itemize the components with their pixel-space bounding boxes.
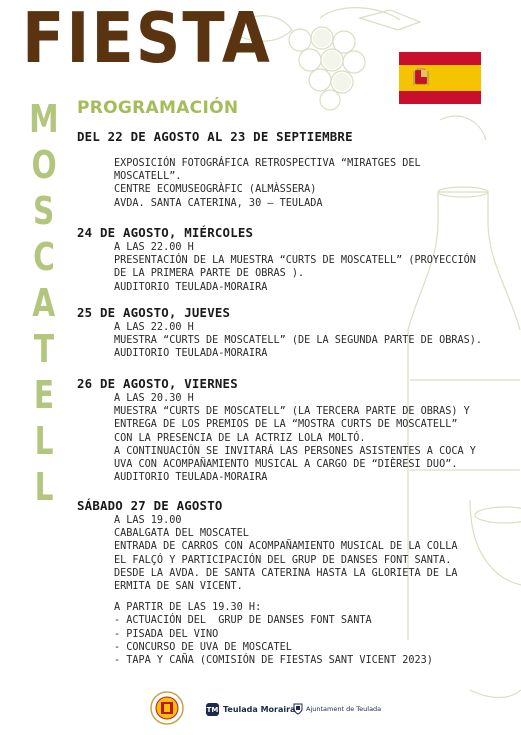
tm-mark-icon: TM: [206, 703, 219, 716]
body-line: - CONCURSO DE UVA DE MOSCATEL: [114, 641, 292, 653]
body-line: AVDA. SANTA CATERINA, 30 – TEULADA: [114, 197, 323, 209]
section-heading: 24 DE AGOSTO, MIÉRCOLES: [77, 225, 254, 240]
ajuntament-shield-icon: [293, 703, 303, 715]
teulada-moraira-logo: [206, 703, 295, 716]
vertical-letter: T: [33, 327, 55, 371]
body-line: DESDE LA AVDA. DE SANTA CATERINA HASTA LA GLORIETA DE LA: [114, 567, 458, 579]
body-line: PRESENTACIÓN DE LA MUESTRA “CURTS DE MOSCATELL” (PROYECCIÓN: [114, 255, 476, 267]
ajuntament-label: Ajuntament de Teulada: [306, 705, 382, 713]
spain-flag-icon: [399, 52, 481, 104]
vertical-title-moscatell: [26, 96, 62, 510]
body-line: ENTRADA DE CARROS CON ACOMPAÑAMIENTO MUSICAL DE LA COLLA: [114, 541, 458, 553]
vertical-letter: C: [33, 235, 55, 279]
body-line: A LAS 22.00 H: [114, 322, 194, 333]
body-line: CON LA PRESENCIA DE LA ACTRIZ LOLA MOLTÓ.: [114, 432, 366, 444]
vertical-letter: E: [33, 373, 55, 417]
section-subtitle: PROGRAMACIÓN: [77, 98, 239, 118]
program-section: [77, 128, 421, 210]
section-body: [77, 241, 476, 294]
poster-title: FIESTA: [22, 0, 272, 80]
body-line: MUESTRA “CURTS DE MOSCATELL” (LA TERCERA PARTE DE OBRAS) Y: [114, 406, 470, 418]
body-line: AUDITORIO TEULADA-MORAIRA: [114, 472, 268, 484]
body-line: AUDITORIO TEULADA-MORAIRA: [114, 348, 268, 360]
body-line: - PISADA DEL VINO: [114, 628, 219, 640]
body-line: A LAS 20.30 H: [114, 393, 194, 404]
body-line: CABALGATA DEL MOSCATEL: [114, 528, 249, 540]
body-line: AUDITORIO TEULADA-MORAIRA: [114, 281, 268, 293]
municipal-crest-logo: [150, 691, 184, 725]
body-line: A CONTINUACIÓN SE INVITARÁ LAS PERSONES ASISTENTES A COCA Y: [114, 445, 476, 457]
body-line: EL FALÇÓ Y PARTICIPACIÓN DEL GRUP DE DANSES FONT SANTA.: [114, 554, 452, 566]
body-line: A LAS 22.00 H: [114, 242, 194, 253]
program-section: [77, 497, 457, 667]
vertical-letter: L: [34, 465, 54, 509]
body-line: A PARTIR DE LAS 19.30 H:: [114, 602, 262, 614]
section-heading: 26 DE AGOSTO, VIERNES: [77, 376, 238, 391]
ajuntament-logo: [293, 703, 381, 715]
body-line: DE LA PRIMERA PARTE DE OBRAS ).: [114, 268, 305, 280]
section-body: [77, 321, 482, 361]
program-section: [77, 375, 476, 484]
section-body: [77, 514, 457, 667]
section-body: [77, 392, 476, 484]
body-line: - TAPA Y CAÑA (COMISIÓN DE FIESTAS SANT VICENT 2023): [114, 655, 433, 667]
body-line: MOSCATELL”.: [114, 171, 182, 183]
body-line: ENTREGA DE LOS PREMIOS DE LA “MOSTRA CURTS DE MOSCATELL”: [114, 419, 458, 431]
vertical-letter: A: [32, 281, 56, 325]
section-heading: 25 DE AGOSTO, JUEVES: [77, 305, 231, 320]
program-section: [77, 304, 482, 361]
body-line: CENTRE ECOMUSEOGRÀFIC (ALMÀSSERA): [114, 184, 317, 196]
teulada-moraira-label: Teulada Moraira: [223, 705, 296, 714]
vertical-letter: O: [31, 143, 57, 187]
sponsor-logos: [150, 691, 440, 727]
body-line: MUESTRA “CURTS DE MOSCATELL” (DE LA SEGUNDA PARTE DE OBRAS).: [114, 335, 483, 347]
vertical-letter: S: [33, 189, 55, 233]
section-heading: DEL 22 DE AGOSTO AL 23 DE SEPTIEMBRE: [77, 129, 353, 144]
vertical-letter: M: [29, 97, 59, 141]
body-line: EXPOSICIÓN FOTOGRÁFICA RETROSPECTIVA “MIRATGES DEL: [114, 158, 421, 169]
section-heading: SÁBADO 27 DE AGOSTO: [77, 498, 223, 513]
vertical-letter: L: [34, 419, 54, 463]
section-body: [77, 157, 421, 210]
body-line: UVA CON ACOMPAÑAMIENTO MUSICAL A CARGO DE “DIÈRESI DUO”.: [114, 459, 458, 471]
body-line: A LAS 19.00: [114, 515, 182, 526]
body-line: ERMITA DE SAN VICENT.: [114, 581, 243, 593]
body-line: - ACTUACIÓN DEL GRUP DE DANSES FONT SANTA: [114, 615, 372, 627]
program-section: [77, 224, 476, 294]
